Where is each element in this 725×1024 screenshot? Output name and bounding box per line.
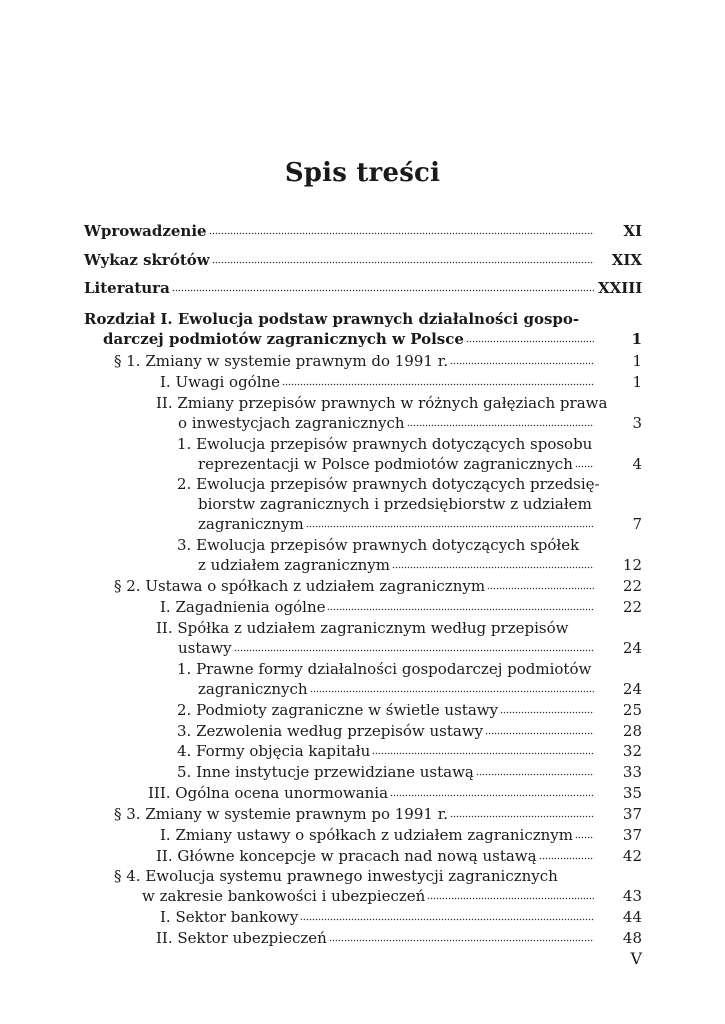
toc-entry-text: I. Uwagi ogólne (160, 373, 281, 391)
dot-leader (500, 701, 594, 715)
toc-entry-line (84, 554, 642, 576)
dot-leader (234, 639, 594, 653)
toc-entry-line (84, 596, 642, 618)
dot-leader (390, 784, 594, 798)
toc-entry (84, 534, 642, 578)
toc-entry-line (84, 845, 642, 867)
toc-entry-line (84, 277, 642, 299)
toc-entry-line (84, 392, 642, 414)
toc-page-number: 24 (622, 639, 642, 657)
dot-leader (329, 929, 594, 943)
dot-leader (209, 222, 594, 236)
toc-entry (84, 220, 642, 244)
toc-entry-text: 3. Zezwolenia według przepisów ustawy (177, 722, 484, 740)
toc-entry-line (84, 720, 642, 742)
dot-leader (427, 887, 594, 901)
toc-entry-text: Wprowadzenie (84, 222, 207, 240)
dot-leader (306, 515, 594, 529)
toc-page-number: 3 (632, 414, 642, 432)
dot-leader (300, 908, 594, 922)
toc-entry (84, 473, 642, 537)
toc-entry-line (84, 433, 642, 455)
toc-page-number: 32 (622, 742, 642, 760)
dot-leader (476, 763, 594, 777)
toc-entry-text: I. Zagadnienia ogólne (160, 598, 326, 616)
toc-page-number: 7 (632, 515, 642, 533)
toc-page-number: 44 (622, 908, 642, 926)
toc-entry-line (84, 865, 642, 887)
page-title: Spis treści (284, 158, 441, 188)
toc-entry-text: 2. Ewolucja przepisów prawnych dotyczących przedsię- (177, 475, 600, 493)
toc-entry-text: Literatura (84, 279, 170, 297)
toc-entry-line (84, 803, 642, 825)
toc-page-number: 1 (632, 373, 642, 391)
toc-entry-line (84, 513, 642, 535)
toc-page-number: 37 (622, 805, 642, 823)
toc-entry-line (84, 575, 642, 597)
toc-entry-text: I. Zmiany ustawy o spółkach z udziałem zagranicznym (160, 826, 574, 844)
toc-entry (84, 249, 642, 273)
toc-entry-line (84, 740, 642, 762)
toc-entry-text: 2. Podmioty zagraniczne w świetle ustawy (177, 701, 499, 719)
dot-leader (450, 352, 594, 366)
toc-entry (84, 927, 642, 951)
toc-entry-text: III. Ogólna ocena unormowania (148, 784, 389, 802)
toc-entry-text: darczej podmiotów zagranicznych w Polsce (103, 330, 464, 348)
toc-entry-line (84, 249, 642, 271)
toc-entry-text: zagranicznych (198, 680, 308, 698)
toc-page-number: 37 (622, 826, 642, 844)
toc-entry-line (84, 453, 642, 475)
toc-page-number: 35 (622, 784, 642, 802)
toc-entry-text: § 2. Ustawa o spółkach z udziałem zagranicznym (114, 577, 486, 595)
toc-entry (84, 865, 642, 909)
toc-entry-text: zagranicznym (198, 515, 304, 533)
toc-page-number: XIX (611, 251, 642, 269)
toc-entry-line (84, 885, 642, 907)
toc-page-number: 22 (622, 577, 642, 595)
dot-leader (485, 722, 594, 736)
toc-entry-line (84, 493, 642, 515)
toc-entry-line (84, 534, 642, 556)
toc-page-number: 22 (622, 598, 642, 616)
toc-entry-text: reprezentacji w Polsce podmiotów zagranicznych (198, 455, 573, 473)
toc-entry-text: II. Spółka z udziałem zagranicznym według przepisów (156, 619, 569, 637)
toc-entry-line (84, 371, 642, 393)
toc-entry-text: § 4. Ewolucja systemu prawnego inwestycji zagranicznych (114, 867, 558, 885)
toc-entry-line (84, 328, 642, 350)
toc-entry-text: 5. Inne instytucje przewidziane ustawą (177, 763, 474, 781)
toc-entry-text: 3. Ewolucja przepisów prawnych dotyczących spółek (177, 536, 580, 554)
toc-page-number: 4 (632, 455, 642, 473)
toc-entry-text: II. Główne koncepcje w pracach nad nową ustawą (156, 847, 537, 865)
toc-page-number: 43 (622, 887, 642, 905)
dot-leader (487, 577, 594, 591)
dot-leader (282, 373, 594, 387)
toc-page-number: 33 (622, 763, 642, 781)
toc-entry-text: biorstw zagranicznych i przedsiębiorstw z udziałem (198, 495, 592, 513)
dot-leader (539, 847, 594, 861)
dot-leader (575, 455, 594, 469)
toc-entry-line (84, 473, 642, 495)
toc-entry-text: 4. Formy objęcia kapitału (177, 742, 371, 760)
toc-entry-text: I. Sektor bankowy (160, 908, 299, 926)
toc-page-number: 24 (622, 680, 642, 698)
toc-entry-text: w zakresie bankowości i ubezpieczeń (142, 887, 426, 905)
toc-entry-line (84, 350, 642, 372)
toc-entry-line (84, 824, 642, 846)
toc-entry-line (84, 617, 642, 639)
toc-entry-text: 1. Ewolucja przepisów prawnych dotyczących sposobu (177, 435, 593, 453)
toc-page-number: 25 (622, 701, 642, 719)
toc-entry-line (84, 906, 642, 928)
toc-entry-text: z udziałem zagranicznym (198, 556, 390, 574)
toc-entry-text: § 1. Zmiany w systemie prawnym do 1991 r. (114, 352, 448, 370)
dot-leader (575, 826, 594, 840)
dot-leader (327, 598, 594, 612)
toc-entry-line (84, 220, 642, 242)
toc-entry-line (84, 658, 642, 680)
toc-entry-line (84, 308, 642, 330)
toc-entry (84, 308, 642, 352)
toc-page-number: 1 (631, 330, 642, 348)
toc-entry (84, 433, 642, 477)
dot-leader (407, 414, 594, 428)
toc-entry-line (84, 412, 642, 434)
toc-entry (84, 392, 642, 436)
toc-page-number: XI (623, 222, 642, 240)
toc-page-number: 1 (632, 352, 642, 370)
toc-page-number: 12 (622, 556, 642, 574)
toc-entry-text: 1. Prawne formy działalności gospodarczej podmiotów (177, 660, 592, 678)
toc-entry (84, 658, 642, 702)
dot-leader (172, 279, 594, 293)
toc-entry-text: Rozdział I. Ewolucja podstaw prawnych działalności gospo- (84, 310, 580, 328)
dot-leader (372, 742, 594, 756)
toc-entry-text: II. Zmiany przepisów prawnych w różnych gałęziach prawa (156, 394, 608, 412)
toc-page-number: 42 (622, 847, 642, 865)
toc-entry (84, 617, 642, 661)
dot-leader (392, 556, 594, 570)
toc-entry-text: Wykaz skrótów (84, 251, 210, 269)
toc-entry-line (84, 927, 642, 949)
toc-entry-line (84, 678, 642, 700)
toc-entry-line (84, 761, 642, 783)
page-number: V (630, 949, 642, 968)
toc-entry-text: ustawy (178, 639, 232, 657)
dot-leader (450, 805, 594, 819)
toc-entry-line (84, 637, 642, 659)
toc-entry-text: II. Sektor ubezpieczeń (156, 929, 327, 947)
toc-entry (84, 277, 642, 301)
dot-leader (310, 680, 594, 694)
toc-entry-line (84, 699, 642, 721)
toc-entry-text: o inwestycjach zagranicznych (178, 414, 405, 432)
dot-leader (466, 330, 594, 344)
toc-page-number: XXIII (598, 279, 643, 297)
toc-entry-line (84, 782, 642, 804)
toc-entry-text: § 3. Zmiany w systemie prawnym po 1991 r. (114, 805, 448, 823)
dot-leader (212, 251, 594, 265)
toc-page-number: 28 (622, 722, 642, 740)
toc-page-number: 48 (622, 929, 642, 947)
